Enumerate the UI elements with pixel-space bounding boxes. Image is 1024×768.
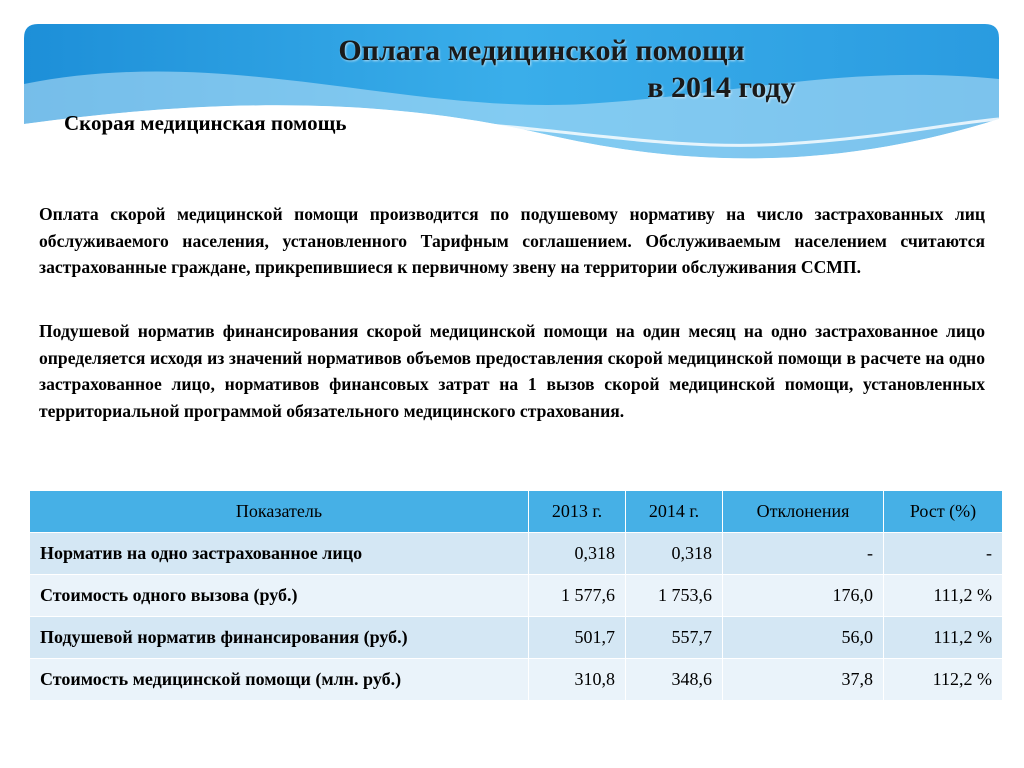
table-header-row	[30, 491, 1003, 533]
paragraph-normative: Подушевой норматив финансирования скорой медицинской помощи на один месяц на одно застрахованное лицо определяется исходя из значений нормативов объемов предоставления скорой медицинской помощи в расчете на одно застрахованное лицо, нормативов финансовых затрат на 1 вызов скорой медицинской помощи, установленных территориальной программой обязательного медицинского страхования.	[39, 321, 985, 421]
cell-2013: 1 577,6	[529, 575, 626, 617]
cell-2014: 0,318	[626, 533, 723, 575]
section-subtitle: Скорая медицинская помощь	[64, 111, 347, 135]
cell-deviation: -	[723, 533, 884, 575]
table-row	[30, 617, 1003, 659]
table-row	[30, 533, 1003, 575]
header-indicator: Показатель	[30, 491, 529, 533]
header-2013: 2013 г.	[529, 491, 626, 533]
title-line2: в 2014 году	[647, 71, 796, 104]
cell-indicator: Подушевой норматив финансирования (руб.)	[30, 617, 529, 659]
cell-deviation: 37,8	[723, 659, 884, 701]
cell-indicator: Стоимость одного вызова (руб.)	[30, 575, 529, 617]
paragraph-payment: Оплата скорой медицинской помощи производится по подушевому нормативу на число застрахованных лиц обслуживаемого населения, установленного Тарифным соглашением. Обслуживаемым населением считаются застрахованные граждане, прикрепившиеся к первичному звену на территории обслуживания ССМП.	[39, 204, 985, 277]
cell-2014: 1 753,6	[626, 575, 723, 617]
data-table	[29, 490, 1003, 701]
cell-2014: 348,6	[626, 659, 723, 701]
cell-growth: -	[884, 533, 1003, 575]
header-deviation: Отклонения	[723, 491, 884, 533]
table-row	[30, 575, 1003, 617]
title-line1: Оплата медицинской помощи	[338, 34, 745, 67]
cell-2014: 557,7	[626, 617, 723, 659]
cell-2013: 0,318	[529, 533, 626, 575]
cell-2013: 501,7	[529, 617, 626, 659]
cell-growth: 112,2 %	[884, 659, 1003, 701]
cell-growth: 111,2 %	[884, 575, 1003, 617]
header-growth: Рост (%)	[884, 491, 1003, 533]
table-row	[30, 659, 1003, 701]
page-title	[24, 34, 999, 104]
header-2014: 2014 г.	[626, 491, 723, 533]
cell-growth: 111,2 %	[884, 617, 1003, 659]
cell-deviation: 176,0	[723, 575, 884, 617]
cell-indicator: Стоимость медицинской помощи (млн. руб.)	[30, 659, 529, 701]
cell-2013: 310,8	[529, 659, 626, 701]
cell-indicator: Норматив на одно застрахованное лицо	[30, 533, 529, 575]
cell-deviation: 56,0	[723, 617, 884, 659]
